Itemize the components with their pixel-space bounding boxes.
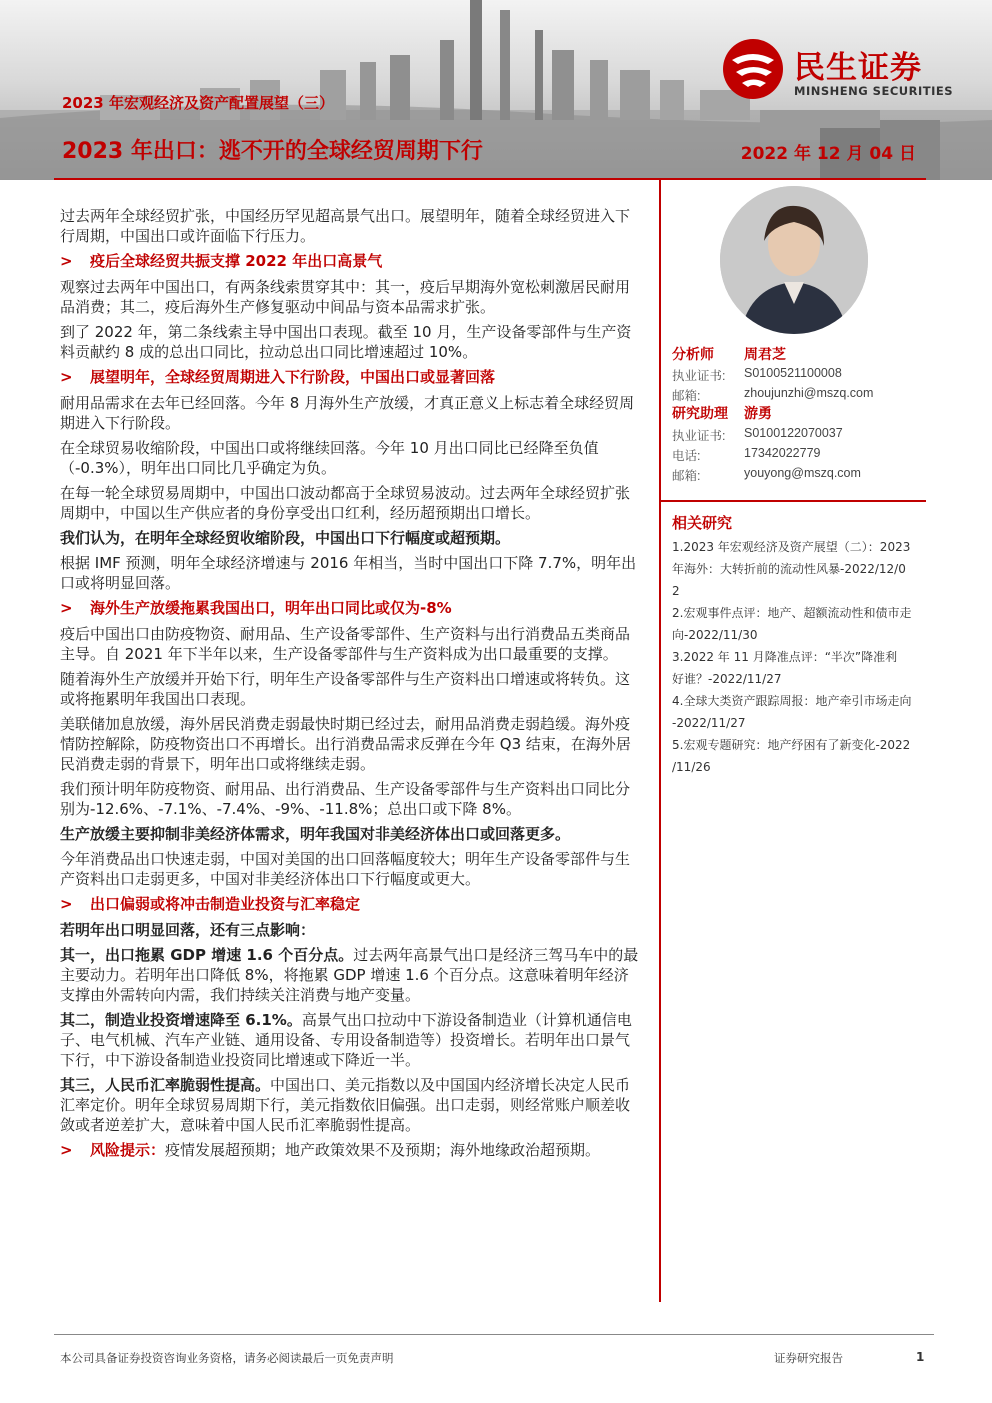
arrow-icon: > [60,252,73,270]
risk-note: > 风险提示：疫情发展超预期；地产政策效果不及预期；海外地缘政治超预期。 [60,1141,601,1159]
arrow-icon: > [60,1141,73,1159]
analyst-cert-row: 执业证书: S0100521100008 [672,366,842,383]
paragraph: 到了 2022 年，第二条线索主导中国出口表现。截至 10 月，生产设备零部件与生产资料贡献约 8 成的总出口同比，拉动总出口同比增速超过 10%。 [60,323,632,361]
report-summary [60,206,642,1165]
section-heading-4: > 出口偏弱或将冲击制造业投资与汇率稳定 [60,895,361,913]
assistant-cert-row: 执业证书: S0100122070037 [672,426,843,443]
analyst-name: 周君芝 [744,346,786,362]
header-divider [54,178,926,180]
minsheng-logo-icon [722,38,784,100]
list-item[interactable]: 年海外：大转折前的流动性风暴-2022/12/0 [672,562,906,576]
analyst-portrait-icon [720,186,868,334]
column-divider [659,180,661,1302]
paragraph: 在全球贸易收缩阶段，中国出口或将继续回落。今年 10 月出口同比已经降至负值（-0.3%），明年出口同比几乎确定为负。 [60,439,599,477]
related-research-title: 相关研究 [672,514,733,532]
analyst-role-row: 分析师 周君芝 [672,346,786,362]
assistant-role-row: 研究助理 游勇 [672,405,772,421]
report-date: 2022 年 12 月 04 日 [740,144,916,164]
paragraph: 美联储加息放缓，海外居民消费走弱最快时期已经过去，耐用品消费走弱趋缓。海外疫情防控解除，防疫物资出口不再增长。出行消费品需求反弹在今年 Q3 结束，在海外居民消费走弱的背景下，明年出口或将继续走弱。 [60,715,631,773]
paragraph: 今年消费品出口快速走弱，中国对美国的出口回落幅度较大；明年生产设备零部件与生产资料出口走弱更多，中国对非美经济体出口下行幅度或更大。 [60,850,631,888]
list-item[interactable]: 4.全球大类资产跟踪周报：地产牵引市场走向 [672,694,912,708]
paragraph: 其三，人民币汇率脆弱性提高。中国出口、美元指数以及中国国内经济增长决定人民币汇率定价。明年全球贸易周期下行，美元指数依旧偏强。出口走弱，则经常账户顺差收敛或者逆差扩大，意味着中国人民币汇率脆弱性提高。 [60,1076,631,1134]
list-item[interactable]: 向-2022/11/30 [672,628,758,642]
analyst-email[interactable]: zhoujunzhi@mszq.com [744,386,874,400]
logo-cn-text: 民生证券 [794,50,922,86]
key-view: 我们认为，在明年全球经贸收缩阶段，中国出口下行幅度或超预期。 [60,529,511,547]
footer-report-type: 证券研究报告 [774,1351,843,1365]
paragraph: 耐用品需求在去年已经回落。今年 8 月海外生产放缓，才真正意义上标志着全球经贸周期进入下行阶段。 [60,394,635,432]
list-item[interactable]: 2 [672,584,680,598]
paragraph: 在每一轮全球贸易周期中，中国出口波动都高于全球贸易波动。过去两年全球经贸扩张周期中，中国以生产供应者的身份享受出口红利，经历超预期出口增长。 [60,484,631,522]
minsheng-logo [722,38,962,100]
analyst-cert: S0100521100008 [744,366,842,380]
section-heading-3: > 海外生产放缓拖累我国出口，明年出口同比或仅为-8% [60,599,452,617]
paragraph: 观察过去两年中国出口，有两条线索贯穿其中：其一，疫后早期海外宽松刺激居民耐用品消费；其二，疫后海外生产修复驱动中间品与资本品需求扩张。 [60,278,631,316]
report-title: 2023 年出口：逃不开的全球经贸周期下行 [62,139,483,164]
key-view: 若明年出口明显回落，还有三点影响： [60,921,316,939]
arrow-icon: > [60,895,73,913]
section-heading-1: > 疫后全球经贸共振支撑 2022 年出口高景气 [60,252,383,270]
list-item[interactable]: /11/26 [672,760,711,774]
assistant-email[interactable]: youyong@mszq.com [744,466,861,480]
assistant-name: 游勇 [744,405,772,421]
arrow-icon: > [60,599,73,617]
intro-paragraph: 过去两年全球经贸扩张，中国经历罕见超高景气出口。展望明年，随着全球经贸进入下行周期，中国出口或许面临下行压力。 [60,207,631,245]
assistant-phone: 17342022779 [744,446,821,460]
analyst-email-row: 邮箱: zhoujunzhi@mszq.com [672,386,874,403]
footer-divider [54,1334,934,1335]
paragraph: 其二，制造业投资增速降至 6.1%。高景气出口拉动中下游设备制造业（计算机通信电子、电气机械、汽车产业链、通用设备、专用设备制造等）投资增长。若明年出口景气下行，中下游设备制造业投资同比增速或下降近一半。 [60,1011,632,1069]
sidebar-divider [661,500,926,502]
section-heading-2: > 展望明年，全球经贸周期进入下行阶段，中国出口或显著回落 [60,368,496,386]
paragraph: 我们预计明年防疫物资、耐用品、出行消费品、生产设备零部件与生产资料出口同比分别为-12.6%、-7.1%、-7.4%、-9%、-11.8%；总出口或下降 8%。 [60,780,631,818]
header-banner [0,0,992,180]
list-item[interactable]: -2022/11/27 [672,716,746,730]
paragraph: 根据 IMF 预测，明年全球经济增速与 2016 年相当，当时中国出口下降 7.7%，明年出口或将明显回落。 [60,554,637,592]
arrow-icon: > [60,368,73,386]
assistant-email-row: 邮箱: youyong@mszq.com [672,466,861,483]
list-item[interactable]: 5.宏观专题研究：地产纾困有了新变化-2022 [672,738,911,752]
list-item[interactable]: 好谁？-2022/11/27 [672,672,782,686]
analyst-photo [720,186,868,334]
related-research-list [672,536,922,778]
assistant-phone-row: 电话: 17342022779 [672,446,821,463]
footer-disclaimer: 本公司具备证券投资咨询业务资格，请务必阅读最后一页免责声明 [60,1351,394,1365]
logo-en-text: MINSHENG SECURITIES [794,84,953,98]
paragraph: 疫后中国出口由防疫物资、耐用品、生产设备零部件、生产资料与出行消费品五类商品主导。自 2021 年下半年以来，生产设备零部件与生产资料成为出口最重要的支撑。 [60,625,631,663]
paragraph: 其一，出口拖累 GDP 增速 1.6 个百分点。过去两年高景气出口是经济三驾马车中的最主要动力。若明年出口降低 8%，将拖累 GDP 增速 1.6 个百分点。这意味着明年经济支撑由外需转向内需，我们持续关注消费与地产变量。 [60,946,639,1004]
page-number: 1 [916,1350,925,1364]
assistant-cert: S0100122070037 [744,426,843,440]
key-view: 生产放缓主要抑制非美经济体需求，明年我国对非美经济体出口或回落更多。 [60,825,571,843]
list-item[interactable]: 3.2022 年 11 月降准点评：“半次”降准利 [672,650,898,664]
list-item[interactable]: 2.宏观事件点评：地产、超额流动性和债市走 [672,606,912,620]
report-series-title: 2023 年宏观经济及资产配置展望（三） [62,94,334,112]
paragraph: 随着海外生产放缓并开始下行，明年生产设备零部件与生产资料出口增速或将转负。这或将拖累明年我国出口表现。 [60,670,631,708]
list-item[interactable]: 1.2023 年宏观经济及资产展望（二）：2023 [672,540,911,554]
